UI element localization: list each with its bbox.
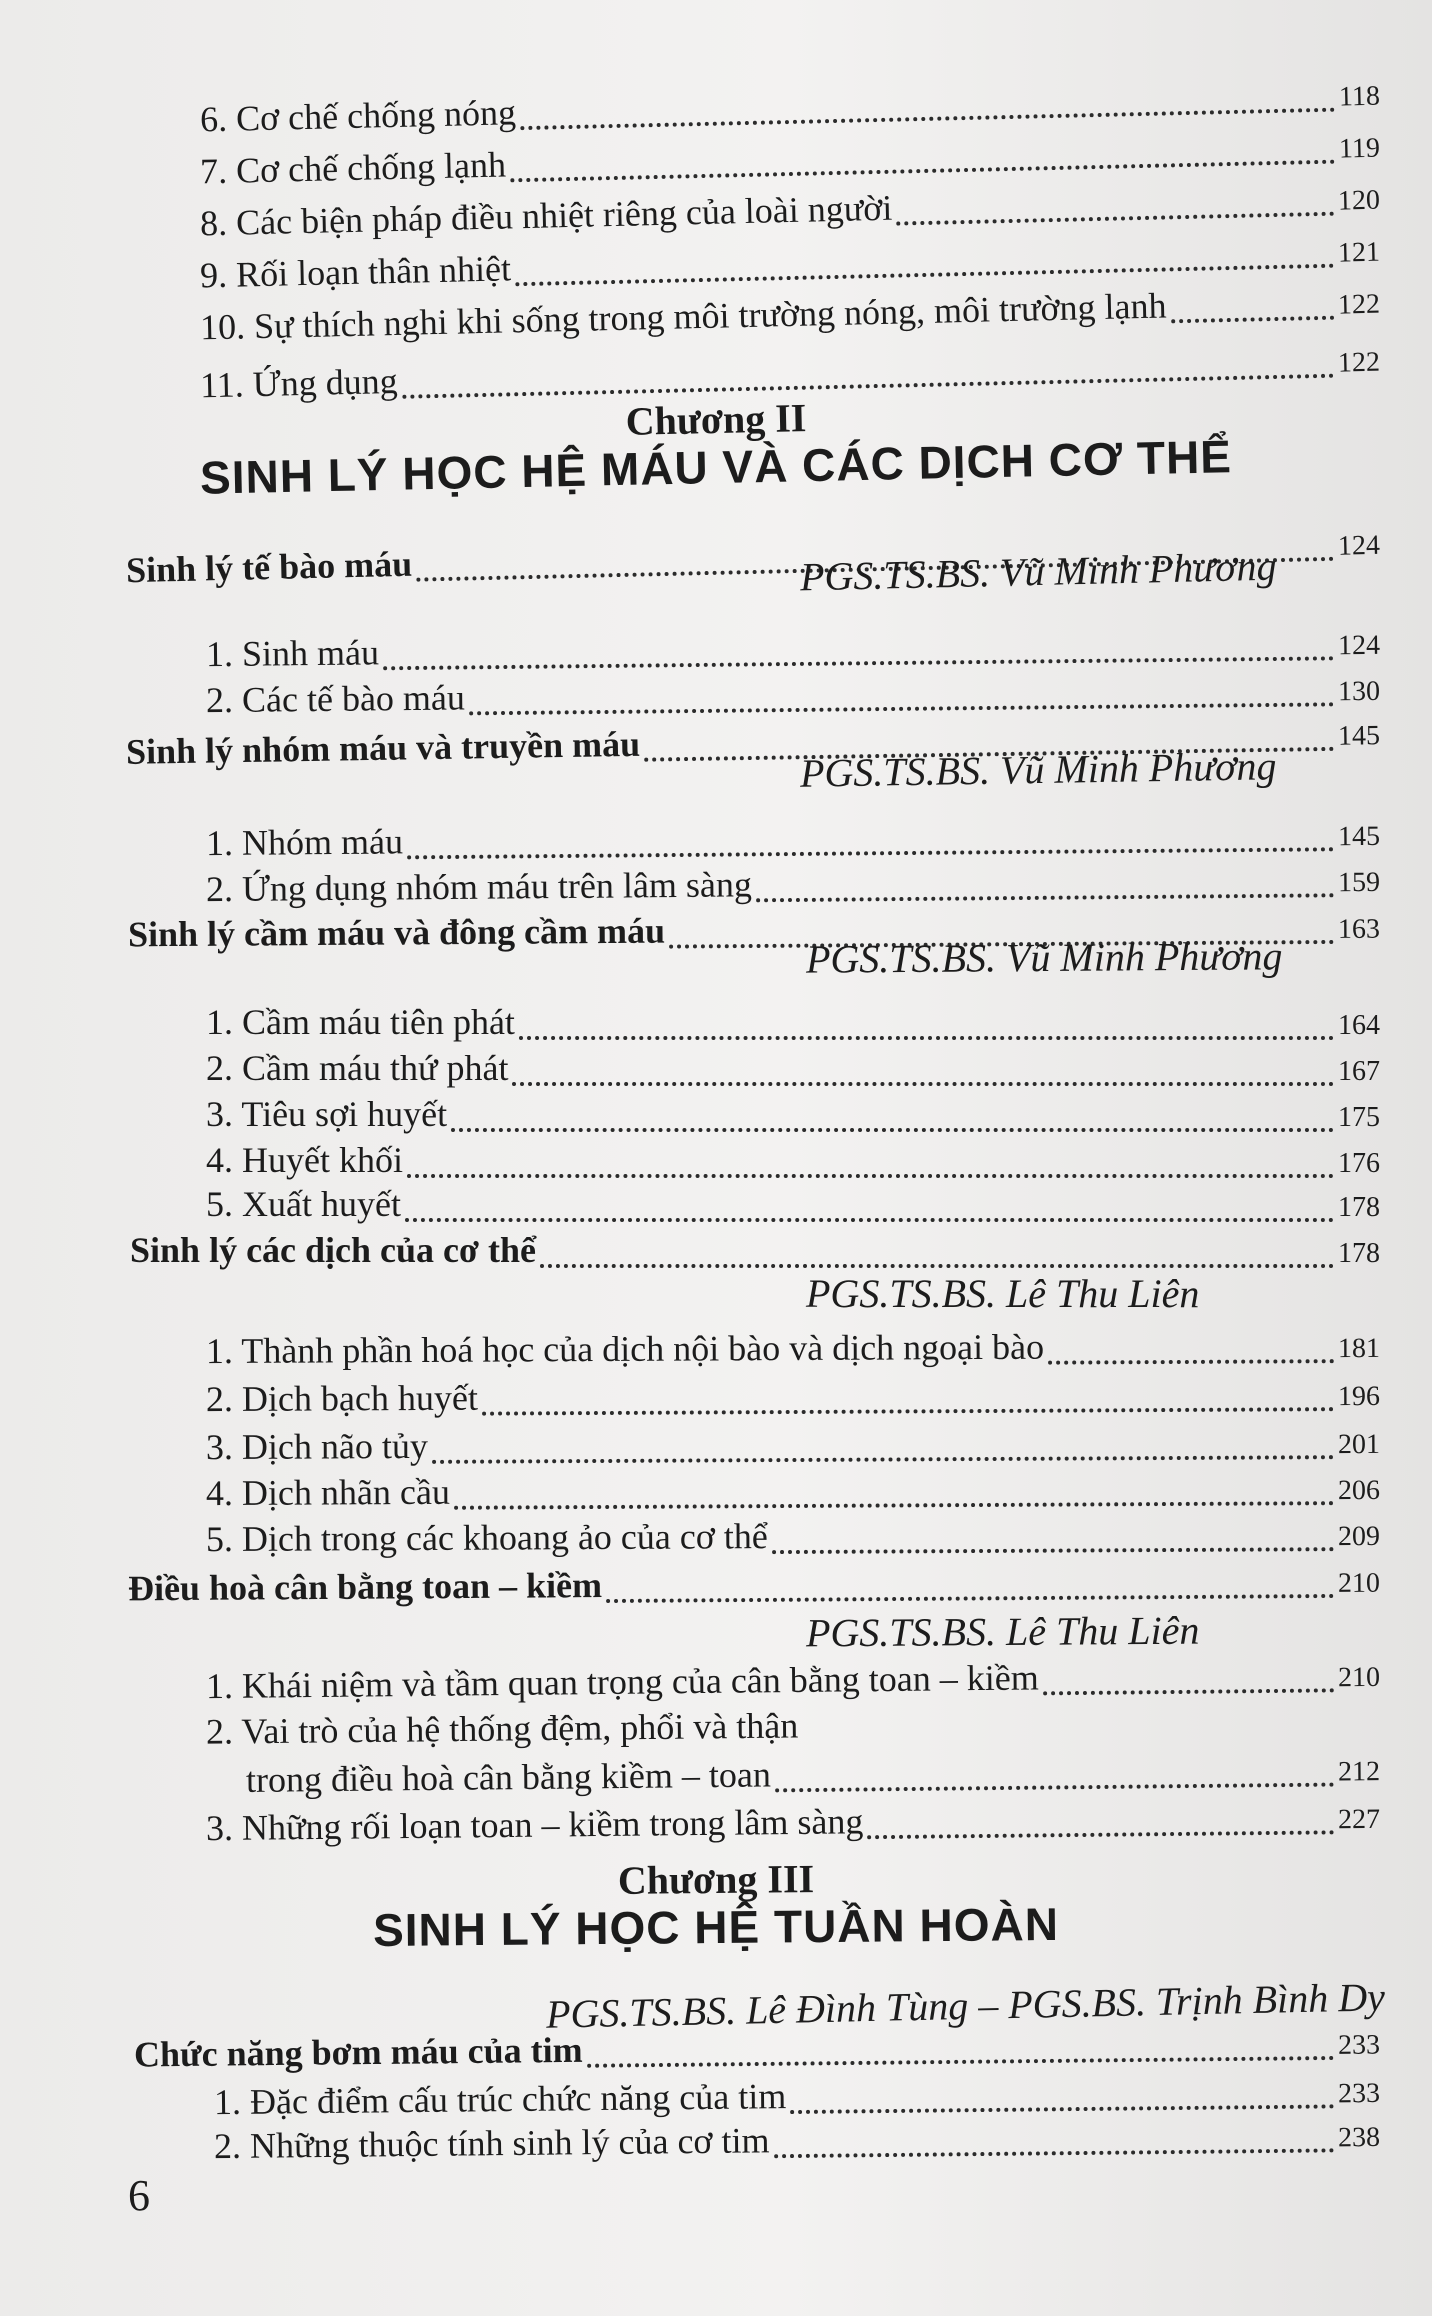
toc-entry-page: 227 [1337,1803,1381,1836]
toc-entry-page: 181 [1337,1332,1381,1365]
toc-entry-page: 120 [1337,184,1381,217]
toc-entry [206,1511,1380,1565]
toc-entry-label: 3. Những rối loạn toan – kiềm trong lâm sàng [205,1801,864,1849]
toc-section-title: Chức năng bơm máu của tim [133,2029,583,2075]
toc-entry [206,1000,1380,1048]
leader-dots [540,1264,1334,1268]
leader-dots [432,1455,1334,1464]
toc-entry [206,1138,1380,1186]
toc-entry-label: 2. Dịch bạch huyết [205,1377,479,1420]
toc-entry [206,1046,1380,1094]
author-credit: PGS.TS.BS. Lê Thu Liên [806,1271,1200,1316]
toc-entry-label: 2. Những thuộc tính sinh lý của cơ tim [213,2120,770,2167]
toc-entry-label: 8. Các biện pháp điều nhiệt riêng của loài người [199,187,893,244]
toc-section-page: 178 [1338,1238,1380,1269]
page-number: 6 [128,2171,150,2220]
toc-entry-label: 4. Dịch nhãn cầu [205,1471,451,1514]
toc-entry-label: 3. Tiêu sợi huyết [206,1094,448,1134]
leader-dots [482,1407,1334,1415]
leader-dots [1043,1688,1334,1695]
toc-entry-page: 178 [1338,1192,1380,1223]
toc-entry-page: 164 [1338,1010,1380,1041]
toc-entry [206,1092,1380,1140]
toc-entry-page: 196 [1337,1380,1381,1413]
toc-entry-page: 212 [1337,1756,1381,1788]
toc-entry [206,1323,1380,1377]
leader-dots [606,1594,1334,1603]
toc-entry [206,1702,906,1753]
toc-entry-page: 209 [1337,1520,1381,1553]
toc-section [130,1228,1380,1276]
chapter-title: SINH LÝ HỌC HỆ TUẦN HOÀN [372,1898,1060,1956]
toc-entry-label: 2. Các tế bào máu [205,677,466,721]
leader-dots [775,1783,1334,1793]
leader-dots [1048,1359,1334,1364]
toc-entry-label: 1. Cầm máu tiên phát [206,1002,515,1042]
toc-entry-page: 124 [1337,629,1381,662]
toc-entry-label: 1. Khái niệm và tầm quan trọng của cân bằng toan – kiềm [205,1657,1039,1707]
toc-entry-label: 9. Rối loạn thân nhiệt [199,248,512,296]
leader-dots [1171,316,1334,324]
toc-entry [206,1182,1380,1230]
toc-entry-page: 210 [1337,1661,1381,1694]
toc-entry-page: 175 [1338,1102,1380,1133]
toc-entry-page: 167 [1338,1056,1380,1087]
toc-entry [206,1371,1380,1425]
toc-section-page: 233 [1337,2029,1381,2061]
author-credit: PGS.TS.BS. Lê Đình Tùng – PGS.BS. Trịnh Bình Dy [545,1974,1386,2037]
leader-dots [774,2148,1335,2158]
toc-entry-label: 2. Cầm máu thứ phát [206,1048,509,1088]
toc-entry-page: 233 [1337,2077,1381,2110]
toc-entry-page: 119 [1338,132,1381,165]
toc-entry-label: 7. Cơ chế chống lạnh [199,144,507,192]
toc-section-title: Sinh lý tế bào máu [125,543,413,591]
leader-dots [897,212,1335,226]
toc-section-page: 145 [1337,720,1381,752]
toc-section-page: 210 [1337,1567,1381,1599]
toc-entry-label: 2. Vai trò của hệ thống đệm, phổi và thận [205,1705,799,1752]
toc-entry-label: 5. Xuất huyết [206,1184,401,1224]
toc-entry-page: 122 [1337,288,1381,321]
leader-dots [772,1547,1334,1554]
toc-entry-page: 176 [1338,1148,1380,1179]
toc-section-title: Điều hoà cân bằng toan – kiềm [127,1565,603,1609]
leader-dots [756,893,1334,902]
toc-entry-label: trong điều hoà cân bằng kiềm – toan [245,1754,772,1800]
toc-entry-page: 130 [1337,675,1381,708]
author-credit: PGS.TS.BS. Vũ Minh Phương [799,543,1277,600]
leader-dots [407,1174,1334,1178]
chapter-heading: Chương II [625,395,807,444]
toc-entry-page: 159 [1337,866,1381,899]
toc-section-page: 124 [1337,529,1381,562]
toc-entry-label: 11. Ứng dụng [199,360,399,406]
toc-section-page: 163 [1337,913,1381,945]
author-credit: PGS.TS.BS. Vũ Minh Phương [799,743,1277,796]
leader-dots [454,1501,1334,1510]
toc-entry-label: 5. Dịch trong các khoang ảo của cơ thể [205,1516,768,1560]
author-credit: PGS.TS.BS. Vũ Minh Phương [805,933,1283,982]
toc-section-title: Sinh lý nhóm máu và truyền máu [125,723,641,772]
leader-dots [405,1218,1334,1222]
toc-entry-page: 122 [1337,346,1381,379]
leader-dots [587,2056,1334,2068]
toc-entry-label: 10. Sự thích nghi khi sống trong môi trường nóng, môi trường lạnh [199,285,1167,348]
chapter-title: SINH LÝ HỌC HỆ MÁU VÀ CÁC DỊCH CƠ THỂ [199,430,1233,504]
toc-section-title: Sinh lý cầm máu và đông cầm máu [127,910,666,955]
toc-entry-label: 1. Thành phần hoá học của dịch nội bào và dịch ngoại bào [205,1326,1045,1372]
toc-entry-label: 4. Huyết khối [206,1140,403,1180]
toc-entry-label: 1. Đặc điểm cấu trúc chức năng của tim [213,2076,787,2123]
toc-entry-page: 145 [1337,820,1381,853]
toc-entry-page: 238 [1337,2121,1381,2154]
toc-entry-page: 121 [1337,236,1381,269]
leader-dots [519,1036,1334,1040]
chapter-heading: Chương III [617,1856,815,1903]
toc-entry-page: 118 [1338,80,1381,113]
toc-section-title: Sinh lý các dịch của cơ thể [130,1230,536,1270]
leader-dots [868,1830,1335,1839]
toc-entry-label: 2. Ứng dụng nhóm máu trên lâm sàng [205,864,753,910]
leader-dots [451,1128,1334,1132]
toc-entry-page: 201 [1337,1428,1381,1461]
leader-dots [512,1082,1334,1086]
author-credit: PGS.TS.BS. Lê Thu Liên [805,1607,1200,1656]
toc-entry-label: 1. Nhóm máu [205,821,404,864]
toc-entry-label: 1. Sinh máu [205,632,380,675]
toc-entry-label: 6. Cơ chế chống nóng [199,92,517,140]
toc-entry-label: 3. Dịch não tủy [205,1425,429,1468]
toc-entry-page: 206 [1337,1474,1381,1507]
